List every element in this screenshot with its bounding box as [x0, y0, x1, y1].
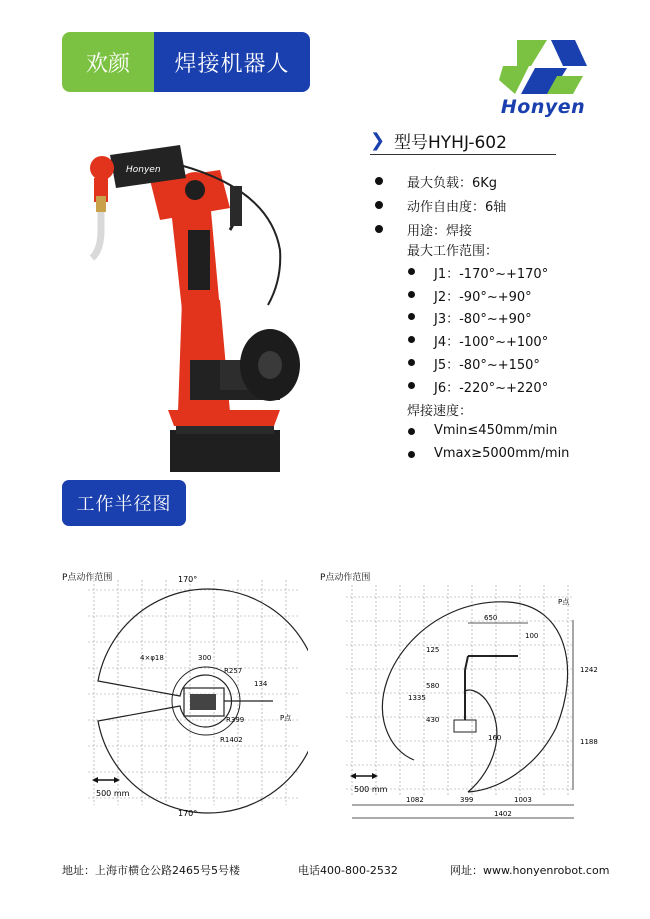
footer-phone: 电话400-800-2532 [298, 864, 398, 877]
dim-100-label: 100 [525, 632, 539, 640]
bullet-icon [408, 291, 415, 298]
section-title: 工作半径图 [62, 480, 186, 526]
scale-label: 500 mm [354, 785, 388, 794]
r257-label: R257 [224, 667, 243, 675]
model-label: 型号HYHJ-602 [394, 133, 507, 153]
dim-125-label: 125 [426, 646, 440, 654]
top-view-diagram [58, 560, 308, 820]
dim-650-label: 650 [484, 614, 498, 622]
bullet-icon [408, 428, 415, 435]
bullet-icon [408, 268, 415, 275]
bullet-icon [408, 313, 415, 320]
angle-top-label: 170° [178, 575, 198, 584]
model-row [370, 128, 556, 155]
bullet-icon [375, 225, 383, 233]
dim-134-label: 134 [254, 680, 268, 688]
top-view-caption: P点动作范围 [62, 573, 113, 583]
footer-website[interactable]: 网址：www.honyenrobot.com [450, 864, 610, 877]
brand-name: 欢颜 [62, 32, 154, 92]
bullet-icon [408, 382, 415, 389]
logo-text: Honyen [500, 96, 586, 118]
product-name: 焊接机器人 [154, 32, 310, 92]
dim-1003-label: 1003 [514, 796, 532, 804]
dim-160-label: 160 [488, 734, 502, 742]
dim-1335-label: 1335 [408, 694, 426, 702]
dim-1082-label: 1082 [406, 796, 424, 804]
dim-580-label: 580 [426, 682, 440, 690]
dim-300-label: 300 [198, 654, 212, 662]
r1402-label: R1402 [220, 736, 243, 744]
p-point-label: P点 [558, 598, 570, 606]
bullet-icon [408, 336, 415, 343]
footer-address: 地址：上海市横仓公路2465号5号楼 [62, 864, 240, 877]
dim-1188-label: 1188 [580, 738, 598, 746]
robot-brand-label: Honyen [126, 165, 161, 175]
side-view-caption: P点动作范围 [320, 573, 371, 583]
dim-1242-label: 1242 [580, 666, 598, 674]
p-point-label: P点 [280, 714, 292, 722]
chevron-right-icon: ❯ [370, 130, 386, 151]
welding-robot-image [70, 130, 330, 480]
bullet-icon [408, 451, 415, 458]
title-badge [62, 32, 310, 92]
dim-430-label: 430 [426, 716, 440, 724]
side-view-diagram [318, 560, 608, 830]
holes-label: 4×φ18 [140, 654, 164, 662]
scale-label: 500 mm [96, 789, 130, 798]
angle-bottom-label: 170° [178, 809, 198, 818]
dim-399-label: 399 [460, 796, 474, 804]
bullet-icon [375, 177, 383, 185]
r399-label: R399 [226, 716, 245, 724]
bullet-icon [375, 201, 383, 209]
dim-1402-label: 1402 [494, 810, 512, 818]
bullet-icon [408, 359, 415, 366]
